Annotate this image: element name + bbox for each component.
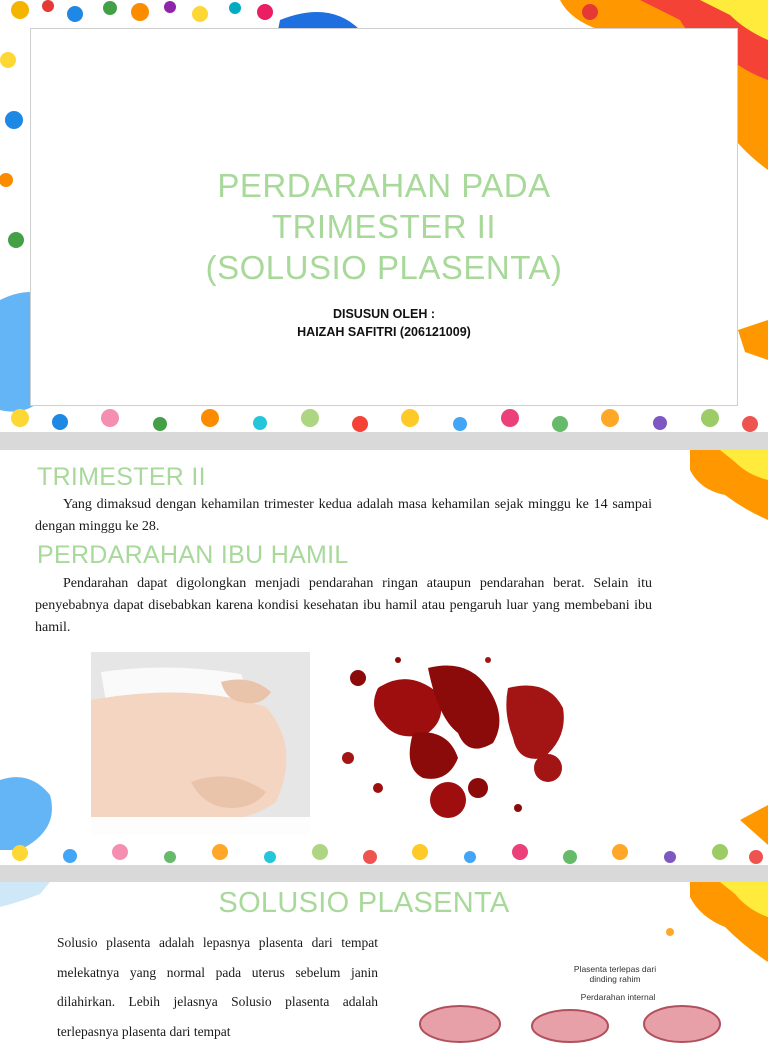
byline-label: DISUSUN OLEH : xyxy=(332,307,436,321)
diagram-label-detached: Plasenta terlepas dari dinding rahim xyxy=(573,964,657,984)
slide-title xyxy=(0,0,768,432)
paragraph-solusio: Solusio plasenta adalah lepasnya plasenta dari tempat melekatnya yang normal pada uterus sebelum janin dilahirkan. Lebih jelasnya Solusio plasenta adalah terlepasnya plasenta dari tempat xyxy=(57,935,378,1039)
pregnant-belly-image xyxy=(91,652,310,835)
slide-gap xyxy=(0,432,768,450)
blood-splatter-image xyxy=(318,648,572,836)
paragraph-trimester: Yang dimaksud dengan kehamilan trimester kedua adalah masa kehamilan sejak minggu ke 14 sampai dengan minggu ke 28. xyxy=(35,497,652,534)
slide-title-line-2: TRIMESTER II xyxy=(271,208,497,245)
byline-author: HAIZAH SAFITRI (206121009) xyxy=(297,325,471,339)
slide-title-line-3: (SOLUSIO PLASENTA) xyxy=(205,249,563,286)
heading-perdarahan: PERDARAHAN IBU HAMIL xyxy=(37,541,349,569)
placenta-diagram xyxy=(420,962,720,1024)
slide-title-line-1: PERDARAHAN PADA xyxy=(217,167,551,204)
paragraph-perdarahan: Pendarahan dapat digolongkan menjadi pendarahan ringan ataupun pendarahan berat. Selain itu penyebabnya dapat disebabkan karena kondisi kesehatan ibu hamil atau pengaruh luar yang membebani ibu hamil. xyxy=(35,576,652,635)
slide-solusio xyxy=(0,882,768,1039)
heading-solusio: SOLUSIO PLASENTA xyxy=(218,887,510,919)
diagram-label-internal: Perdarahan internal xyxy=(580,992,656,1002)
heading-trimester: TRIMESTER II xyxy=(37,463,206,491)
slide-gap xyxy=(0,865,768,882)
slide-trimester xyxy=(0,450,768,865)
